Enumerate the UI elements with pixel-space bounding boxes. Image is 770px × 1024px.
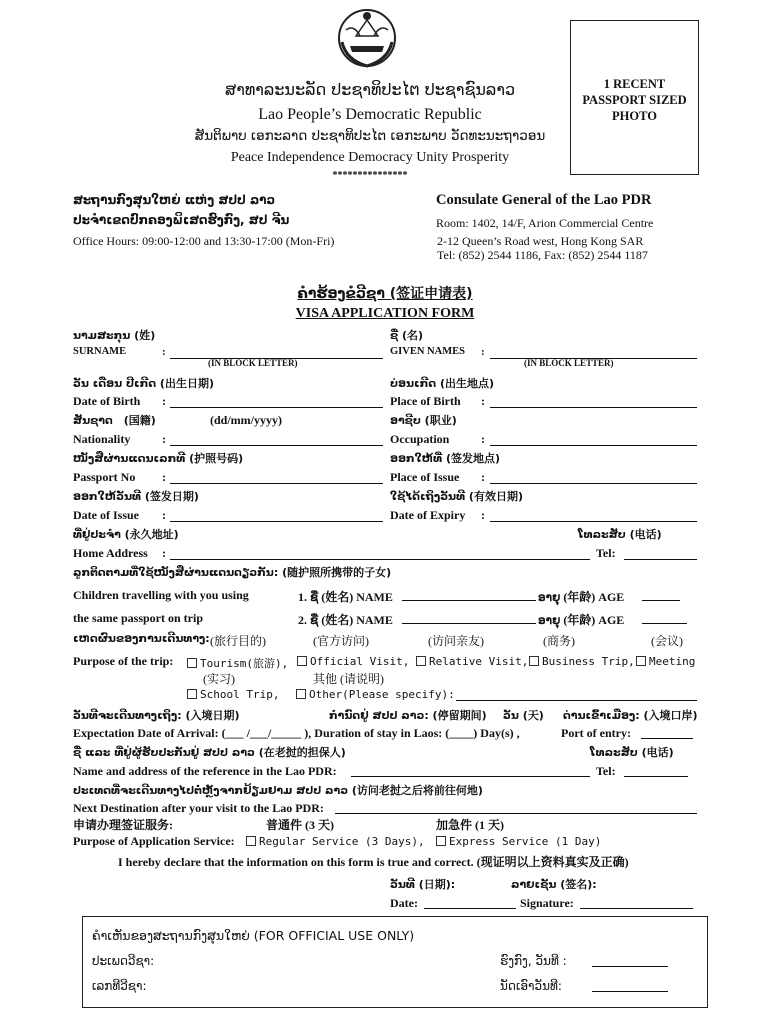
purpose-official-option[interactable] bbox=[297, 655, 409, 668]
photo-box bbox=[570, 20, 699, 175]
consulate-tel: Tel: (852) 2544 1186, Fax: (852) 2544 1187 bbox=[437, 248, 648, 262]
signature-field[interactable] bbox=[580, 908, 693, 909]
tel-label: Tel: bbox=[596, 546, 616, 560]
purpose-meeting-option[interactable] bbox=[636, 655, 695, 668]
cn-meeting: (会议) bbox=[651, 634, 683, 648]
service-cn-label: 申请办理签证服务: bbox=[73, 818, 173, 832]
doi-lao-label: ອອກໃຫ້ວັນທີ (签发日期) bbox=[73, 490, 199, 503]
child1-age-label: ອາຍຸ (年龄) AGE bbox=[538, 590, 625, 604]
purpose-school-option[interactable] bbox=[187, 688, 279, 701]
ref-tel-label: Tel: bbox=[596, 764, 616, 778]
doi-label: Date of Issue bbox=[73, 508, 139, 522]
dob-label: Date of Birth bbox=[73, 394, 141, 408]
colon: : bbox=[481, 470, 485, 484]
children-lao-label: ລູກຕິດຕາມທີ່ໃຊ້ໜັງສືຜ່ານແດນດຽວກັນ: (随护照所携带的子女) bbox=[73, 566, 392, 579]
colon: : bbox=[162, 346, 166, 358]
place-date-field[interactable] bbox=[592, 966, 668, 967]
occupation-label: Occupation bbox=[390, 432, 450, 446]
consulate-lao-name: ສະຖານກົງສຸນໃຫຍ່ ແຫ່ງ ສປປ ລາວ bbox=[73, 193, 276, 207]
child1-age-field[interactable] bbox=[642, 600, 680, 601]
next-destination-label: Next Destination after your visit to the Lao PDR: bbox=[73, 801, 324, 815]
reference-lao-label: ຊື່ ແລະ ທີ່ຢູ່ຜູ້ຮັບປະກັນຢູ່ ສປປ ລາວ (在老挝的担保人) bbox=[73, 746, 346, 759]
colon: : bbox=[162, 508, 166, 522]
service-cn-regular: 普通件 (3 天) bbox=[266, 818, 334, 832]
service-cn-express: 加急件 (1 天) bbox=[436, 818, 504, 832]
visa-type-label: ປະເພດວີຊາ: bbox=[92, 954, 155, 968]
child2-age-label: ອາຍຸ (年龄) AGE bbox=[538, 613, 625, 627]
dob-lao-label: ວັນ ເດືອນ ປີເກີດ (出生日期) bbox=[73, 377, 214, 390]
port-of-entry-field[interactable] bbox=[641, 738, 693, 739]
checkbox-icon[interactable] bbox=[436, 836, 446, 846]
colon: : bbox=[481, 346, 485, 358]
purpose-tourism-option[interactable] bbox=[187, 655, 288, 671]
arrival-line: Expectation Date of Arrival: (___ /___/_____ ), Duration of stay in Laos: (____) Day(s) , bbox=[73, 726, 520, 740]
ref-tel-field[interactable] bbox=[624, 776, 688, 777]
home-label: Home Address bbox=[73, 546, 148, 560]
passport-label: Passport No bbox=[73, 470, 136, 484]
checkbox-icon[interactable] bbox=[297, 656, 307, 666]
lao-form-title: ຄຳຮ້ອງຂໍວີຊາ (签证申请表) bbox=[297, 286, 473, 302]
declaration: I hereby declare that the information on this form is true and correct. (现证明以上资料真实及正确) bbox=[118, 855, 629, 869]
motto: Peace Independence Democracy Unity Prosperity bbox=[230, 150, 510, 165]
signature-label: Signature: bbox=[520, 896, 574, 910]
block-letter-note: (IN BLOCK LETTER) bbox=[524, 358, 614, 368]
official-use-title: ຄຳເຫັນຂອງສະຖານກົງສຸນໃຫຍ່ (FOR OFFICIAL USE ONLY) bbox=[92, 928, 415, 943]
colon: : bbox=[162, 432, 166, 446]
purpose-cn-label: (旅行目的) bbox=[210, 634, 266, 648]
appointment-date-label: ນັດເອົາວັນທີ: bbox=[500, 979, 562, 993]
next-destination-field[interactable] bbox=[335, 813, 697, 814]
form-title: VISA APPLICATION FORM bbox=[295, 306, 475, 321]
colon: : bbox=[481, 432, 485, 446]
checkbox-icon[interactable] bbox=[246, 836, 256, 846]
surname-label: SURNAME bbox=[73, 346, 127, 357]
next-destination-lao-label: ປະເທດທີ່ຈະເດີນທາງໄປຕໍ່ຫຼັງຈາກຢ້ຽມຢາມ ສປປ ລາວ (访问老挝之后将前往何地) bbox=[73, 784, 483, 797]
official-label: Official Visit, bbox=[310, 655, 410, 668]
checkbox-icon[interactable] bbox=[416, 656, 426, 666]
cn-explain: (实习) bbox=[203, 672, 235, 686]
purpose-lao-label: ເຫດຜົນຂອງການເດີນທາງ: bbox=[73, 632, 210, 645]
doe-label: Date of Expiry bbox=[390, 508, 466, 522]
other-label: Other(Please specify): bbox=[309, 688, 455, 701]
tel-lao-label: ໂທລະສັບ (电话) bbox=[578, 528, 662, 541]
arrival-lao-label: ວັນທີຈະເດີນທາງເຖິງ: (入境日期) bbox=[73, 709, 240, 722]
lao-country-name: ສາທາລະນະລັດ ປະຊາທິປະໄຕ ປະຊາຊົນລາວ bbox=[224, 80, 516, 99]
consulate-lao-location: ປະຈຳເຂດປົກຄອງພິເສດຮົງກົງ, ສປ ຈີນ bbox=[73, 213, 290, 227]
school-label: School Trip, bbox=[200, 688, 280, 701]
block-letter-note: (IN BLOCK LETTER) bbox=[208, 358, 298, 368]
poi-lao-label: ອອກໃຫ້ທີ່ (签发地点) bbox=[390, 452, 500, 465]
purpose-label: Purpose of the trip: bbox=[73, 654, 174, 668]
photo-box-label: 1 RECENT PASSPORT SIZED PHOTO bbox=[582, 77, 687, 123]
poi-field[interactable] bbox=[490, 483, 697, 484]
place-date-label: ຮົງກົງ, ວັນທີ : bbox=[500, 954, 567, 968]
home-field[interactable] bbox=[170, 559, 590, 560]
cn-other: 其他 (请说明) bbox=[313, 672, 384, 686]
child1-name-field[interactable] bbox=[402, 600, 536, 601]
visa-number-label: ເລກທີວີຊາ: bbox=[92, 979, 147, 993]
cn-official: (官方访问) bbox=[313, 634, 369, 648]
pob-label: Place of Birth bbox=[390, 394, 461, 408]
checkbox-icon[interactable] bbox=[636, 656, 646, 666]
given-lao-label: ຊື່ (名) bbox=[390, 329, 424, 342]
purpose-other-option[interactable] bbox=[296, 688, 455, 701]
dob-field[interactable] bbox=[170, 407, 383, 408]
reference-label: Name and address of the reference in the Lao PDR: bbox=[73, 764, 337, 778]
stay-lao-label: ກຳນົດຢູ່ ສປປ ລາວ: (停留期间) bbox=[329, 709, 487, 722]
child1-name-label: 1. ຊື່ (姓名) NAME bbox=[298, 590, 393, 604]
purpose-relative-option[interactable] bbox=[416, 655, 528, 668]
tel-field[interactable] bbox=[624, 559, 697, 560]
consulate-address: 2-12 Queen’s Road west, Hong Kong SAR bbox=[437, 234, 644, 248]
ref-tel-lao-label: ໂທລະສັບ (电话) bbox=[590, 746, 674, 759]
service-label: Purpose of Application Service: bbox=[73, 834, 235, 848]
lao-motto: ສັນຕິພາບ ເອກະລາດ ປະຊາທິປະໄຕ ເອກະພາບ ວັດທະນະຖາວອນ bbox=[194, 128, 546, 144]
other-specify-field[interactable] bbox=[456, 700, 697, 701]
reference-field[interactable] bbox=[351, 776, 590, 777]
passport-lao-label: ໜັງສືຜ່ານແດນເລກທີ (护照号码) bbox=[73, 452, 244, 465]
occupation-lao-label: ອາຊີບ (职业) bbox=[390, 414, 457, 427]
tourism-label: Tourism(旅游), bbox=[200, 657, 289, 670]
cn-relative: (访问亲友) bbox=[428, 634, 484, 648]
checkbox-icon[interactable] bbox=[187, 658, 197, 668]
date-format-note: (dd/mm/yyyy) bbox=[210, 413, 282, 427]
child2-age-field[interactable] bbox=[642, 623, 687, 624]
regular-service-label: Regular Service (3 Days), bbox=[259, 835, 425, 848]
cn-business: (商务) bbox=[543, 634, 575, 648]
doe-lao-label: ໃຊ້ໄດ້ເຖິງວັນທີ (有效日期) bbox=[390, 490, 523, 503]
port-of-entry-label: Port of entry: bbox=[561, 726, 631, 740]
meeting-label: Meeting bbox=[649, 655, 696, 668]
checkbox-icon[interactable] bbox=[187, 689, 197, 699]
colon: : bbox=[162, 470, 166, 484]
lao-emblem bbox=[336, 6, 398, 70]
checkbox-icon[interactable] bbox=[529, 656, 539, 666]
nationality-label: Nationality bbox=[73, 432, 131, 446]
child2-name-field[interactable] bbox=[402, 623, 536, 624]
poi-label: Place of Issue bbox=[390, 470, 460, 484]
regular-service-option[interactable] bbox=[246, 835, 425, 848]
relative-label: Relative Visit, bbox=[429, 655, 529, 668]
consulate-name: Consulate General of the Lao PDR bbox=[436, 192, 652, 208]
nationality-field[interactable] bbox=[170, 445, 383, 446]
colon: : bbox=[481, 394, 485, 408]
stars-divider: *************** bbox=[332, 170, 408, 181]
business-label: Business Trip, bbox=[542, 655, 635, 668]
express-service-option[interactable] bbox=[436, 835, 601, 848]
entry-lao-label: ດ່ານເຂົ້າເມືອງ: (入境口岸) bbox=[563, 709, 698, 722]
doi-field[interactable] bbox=[170, 521, 383, 522]
passport-field[interactable] bbox=[170, 483, 383, 484]
date-lao-label: ວັນທີ (日期): bbox=[390, 878, 456, 891]
office-hours: Office Hours: 09:00-12:00 and 13:30-17:00 (Mon-Fri) bbox=[73, 234, 335, 248]
signature-lao-label: ລາຍເຊັນ (签名): bbox=[511, 878, 597, 891]
children-label-1: Children travelling with you using bbox=[73, 588, 249, 602]
colon: : bbox=[162, 394, 166, 408]
doe-field[interactable] bbox=[490, 521, 697, 522]
checkbox-icon[interactable] bbox=[296, 689, 306, 699]
given-label: GIVEN NAMES bbox=[390, 346, 465, 357]
date-label: Date: bbox=[390, 896, 418, 910]
pob-lao-label: ບ່ອນເກີດ (出生地点) bbox=[390, 377, 495, 390]
children-label-2: the same passport on trip bbox=[73, 611, 204, 625]
date-field[interactable] bbox=[424, 908, 516, 909]
pob-field[interactable] bbox=[490, 407, 697, 408]
child2-name-label: 2. ຊື່ (姓名) NAME bbox=[298, 613, 393, 627]
colon: : bbox=[162, 546, 166, 560]
appointment-date-field[interactable] bbox=[592, 991, 668, 992]
surname-lao-label: ນາມສະກຸນ (姓) bbox=[73, 329, 156, 342]
express-service-label: Express Service (1 Day) bbox=[449, 835, 602, 848]
days-lao-label: ວັນ (天) bbox=[503, 709, 544, 722]
colon: : bbox=[481, 508, 485, 522]
occupation-field[interactable] bbox=[490, 445, 697, 446]
home-lao-label: ທີ່ຢູ່ປະຈຳ (永久地址) bbox=[73, 528, 179, 541]
country-name: Lao People’s Democratic Republic bbox=[258, 106, 482, 123]
nationality-lao-label: ສັນຊາດ (国籍) bbox=[73, 414, 156, 427]
purpose-business-option[interactable] bbox=[529, 655, 635, 668]
consulate-room: Room: 1402, 14/F, Arion Commercial Centre bbox=[436, 216, 654, 230]
